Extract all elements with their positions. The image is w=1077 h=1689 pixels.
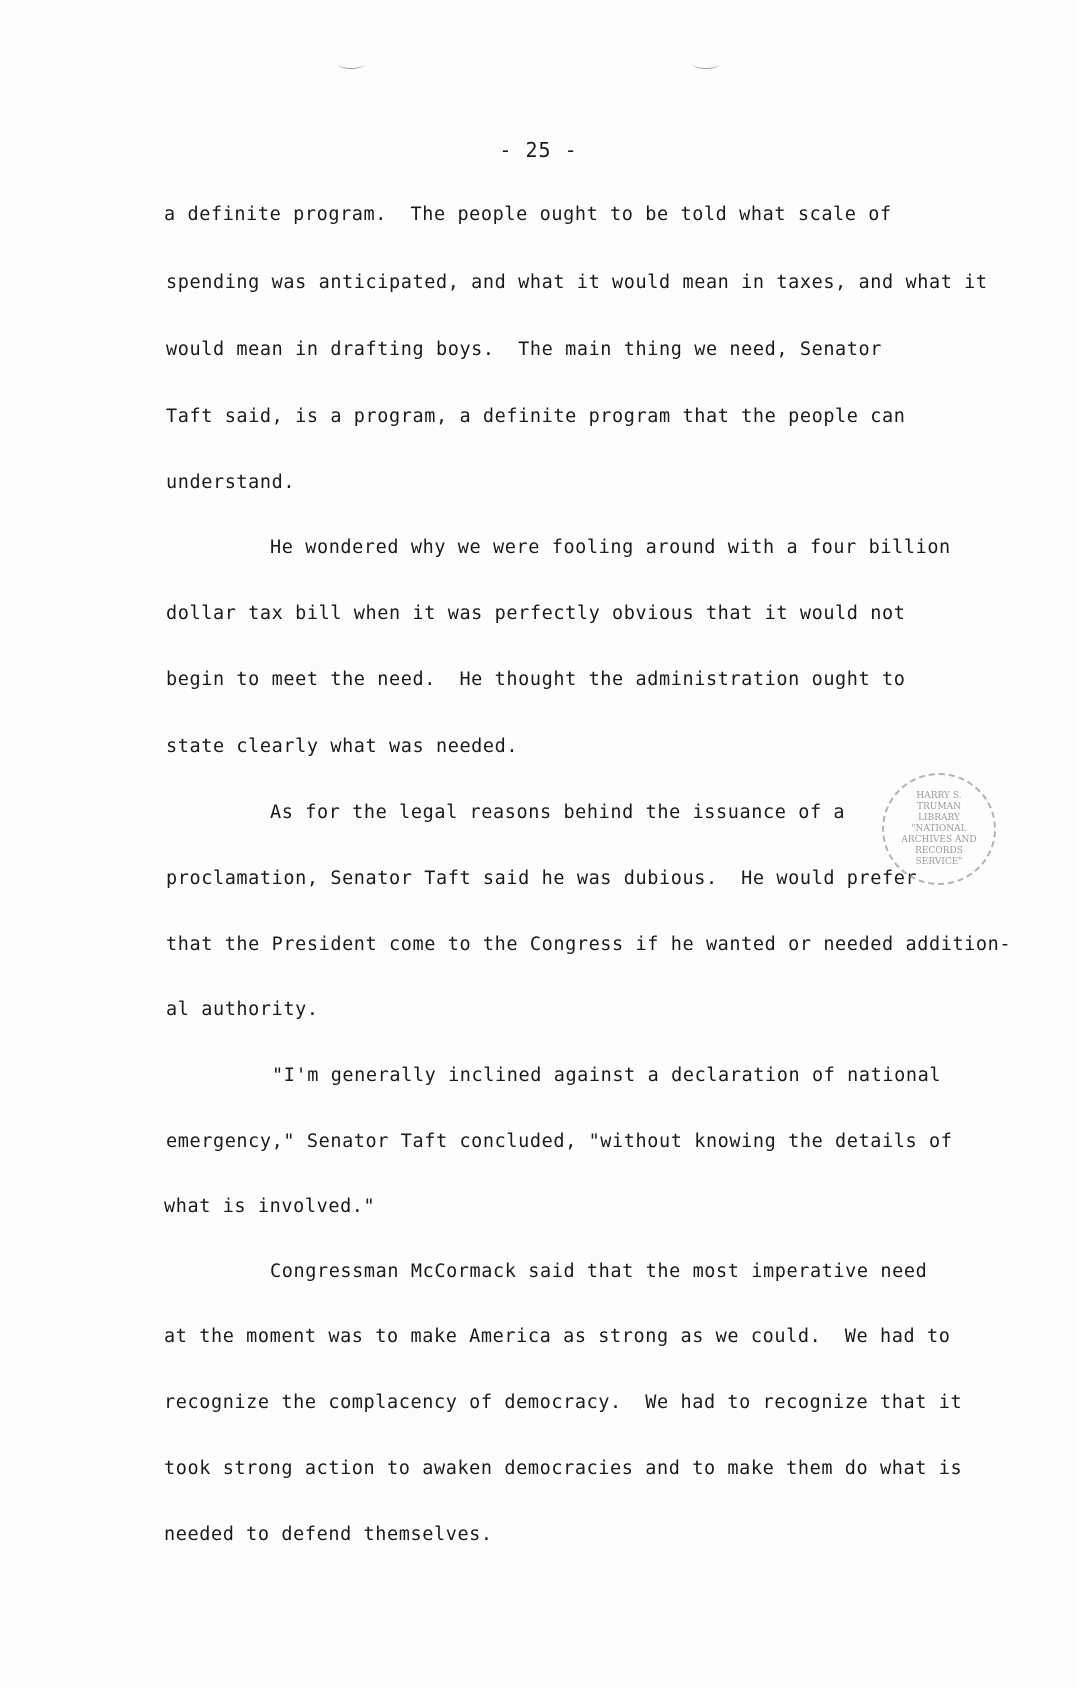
text-line: what is involved." <box>164 1196 376 1217</box>
text-line: emergency," Senator Taft concluded, "without knowing the details of <box>166 1131 953 1152</box>
text-line: recognize the complacency of democracy. We had to recognize that it <box>164 1392 963 1413</box>
binding-mark-left <box>338 60 364 69</box>
text-line: that the President come to the Congress if he wanted or needed addition- <box>166 934 1012 955</box>
text-line: needed to defend themselves. <box>164 1524 493 1545</box>
archive-stamp-text: HARRY S. TRUMAN LIBRARY "NATIONAL ARCHIVES AND RECORDS SERVICE" <box>901 790 977 867</box>
text-line: Taft said, is a program, a definite program that the people can <box>166 406 906 427</box>
text-line: "I'm generally inclined against a declaration of national <box>272 1065 942 1086</box>
text-line: state clearly what was needed. <box>166 736 519 757</box>
text-line: begin to meet the need. He thought the administration ought to <box>166 669 906 690</box>
binding-mark-right <box>693 60 719 69</box>
text-line: understand. <box>166 472 296 493</box>
text-line: As for the legal reasons behind the issuance of a <box>270 802 846 823</box>
text-line: He wondered why we were fooling around with a four billion <box>270 537 951 558</box>
text-line: proclamation, Senator Taft said he was dubious. He would prefer <box>166 868 918 889</box>
text-line: dollar tax bill when it was perfectly obvious that it would not <box>166 603 906 624</box>
text-line: a definite program. The people ought to be told what scale of <box>164 204 892 225</box>
text-line: al authority. <box>166 999 319 1020</box>
text-line: took strong action to awaken democracies and to make them do what is <box>164 1458 963 1479</box>
text-line: Congressman McCormack said that the most imperative need <box>270 1261 928 1282</box>
page-number: - 25 - <box>499 138 578 162</box>
text-line: spending was anticipated, and what it would mean in taxes, and what it <box>166 272 988 293</box>
archive-stamp <box>882 773 996 885</box>
text-line: at the moment was to make America as strong as we could. We had to <box>164 1326 951 1347</box>
text-line: would mean in drafting boys. The main thing we need, Senator <box>166 339 883 360</box>
